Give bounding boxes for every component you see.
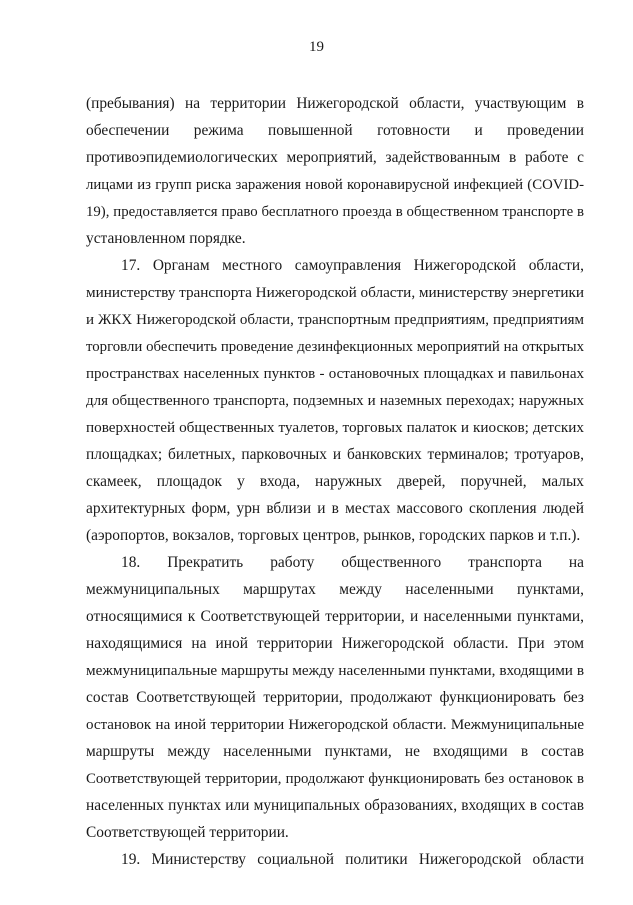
text-line: находящимися на иной территории Нижегородской области. При этом	[86, 635, 584, 652]
text-line: поверхностей общественных туалетов, торговых палаток и киосков; детских	[86, 419, 584, 436]
text-line: маршруты между населенными пунктами, не входящими в состав	[86, 743, 584, 760]
page-number: 19	[309, 39, 324, 55]
text-line: министерству транспорта Нижегородской области, министерству энергетики	[86, 284, 585, 301]
text-line: остановок на иной территории Нижегородской области. Межмуниципальные	[86, 717, 584, 733]
text-line: архитектурных форм, урн вблизи и в местах массового скопления людей	[86, 500, 584, 517]
text-line: Соответствующей территории, продолжают функционировать без остановок в	[86, 771, 584, 787]
text-line: 17. Органам местного самоуправления Нижегородской области,	[121, 257, 584, 274]
text-line: населенных пунктах или муниципальных образованиях, входящих в состав	[86, 797, 584, 814]
text-line: и ЖКХ Нижегородской области, транспортным предприятиям, предприятиям	[86, 312, 584, 328]
text-line: (пребывания) на территории Нижегородской области, участвующим в	[86, 95, 584, 112]
text-line: 19. Министерству социальной политики Нижегородской области	[121, 851, 584, 868]
text-line: пространствах населенных пунктов - остановочных площадках и павильонах	[86, 366, 584, 382]
text-line: относящимися к Соответствующей территории, и населенными пунктами,	[86, 608, 584, 625]
text-line: (аэропортов, вокзалов, торговых центров, рынков, городских парков и т.п.).	[86, 527, 581, 544]
text-line: обеспечении режима повышенной готовности и проведении	[86, 122, 584, 139]
text-line: противоэпидемиологических мероприятий, задействованным в работе с	[86, 149, 584, 166]
text-line: торговли обеспечить проведение дезинфекционных мероприятий на открытых	[86, 339, 584, 355]
text-line: скамеек, площадок у входа, наружных дверей, поручней, малых	[86, 473, 584, 490]
text-line: установленном порядке.	[86, 230, 246, 247]
text-line: 19), предоставляется право бесплатного проезда в общественном транспорте в	[86, 204, 584, 220]
text-line: лицами из групп риска заражения новой коронавирусной инфекцией (COVID-	[86, 177, 584, 193]
text-line: Соответствующей территории.	[86, 824, 289, 841]
text-line: 18. Прекратить работу общественного транспорта на	[121, 554, 584, 571]
text-line: состав Соответствующей территории, продолжают функционировать без	[86, 689, 584, 706]
text-line: межмуниципальные маршруты между населенными пунктами, входящими в	[86, 662, 584, 679]
text-line: межмуниципальных маршрутах между населенными пунктами,	[86, 581, 584, 598]
text-line: для общественного транспорта, подземных и наземных переходах; наружных	[86, 393, 584, 409]
text-line: площадках; билетных, парковочных и банковских терминалов; тротуаров,	[86, 446, 584, 463]
